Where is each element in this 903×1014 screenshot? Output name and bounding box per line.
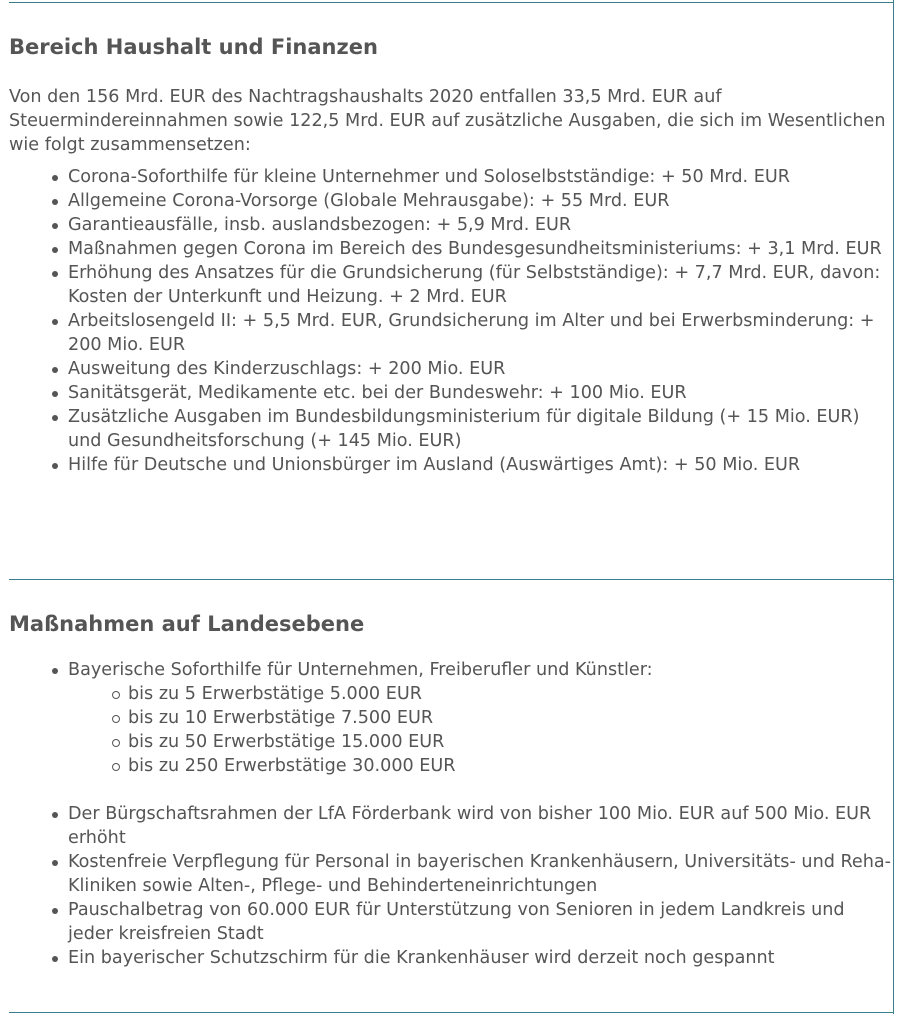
list-item: Pauschalbetrag von 60.000 EUR für Unterstützung von Senioren in jedem Landkreis und jeder kreisfreien Stadt: [68, 898, 895, 946]
sublist-item: bis zu 10 Erwerbstätige 7.500 EUR: [128, 706, 895, 730]
section-heading-landesebene: Maßnahmen auf Landesebene: [9, 612, 365, 636]
list-item: Garantieausfälle, insb. auslandsbezogen: + 5,9 Mrd. EUR: [68, 213, 895, 237]
list-item: Allgemeine Corona-Vorsorge (Globale Mehrausgabe): + 55 Mrd. EUR: [68, 189, 895, 213]
list-item: Zusätzliche Ausgaben im Bundesbildungsministerium für digitale Bildung (+ 15 Mio. EUR) und Gesundheitsforschung (+ 145 Mio. EUR): [68, 405, 895, 453]
section-landesebene: [9, 611, 895, 970]
list-item: Sanitätsgerät, Medikamente etc. bei der Bundeswehr: + 100 Mio. EUR: [68, 381, 895, 405]
soforthilfe-label: Bayerische Soforthilfe für Unternehmen, Freiberufler und Künstler:: [68, 660, 653, 680]
section-divider: [9, 579, 893, 580]
section-haushalt-finanzen: [9, 34, 895, 477]
top-divider: [9, 2, 893, 3]
section-intro: Von den 156 Mrd. EUR des Nachtragshaushalts 2020 entfallen 33,5 Mrd. EUR auf Steuermindereinnahmen sowie 122,5 Mrd. EUR auf zusätzliche Ausgaben, die sich im Wesentlichen wie folgt zusammensetzen:: [9, 87, 886, 155]
list-item: Arbeitslosengeld II: + 5,5 Mrd. EUR, Grundsicherung im Alter und bei Erwerbsminderung: + 200 Mio. EUR: [68, 309, 895, 357]
sublist-item: bis zu 250 Erwerbstätige 30.000 EUR: [128, 754, 895, 778]
sublist-item: bis zu 50 Erwerbstätige 15.000 EUR: [128, 730, 895, 754]
list-item: Ausweitung des Kinderzuschlags: + 200 Mio. EUR: [68, 357, 895, 381]
state-measures-list: [9, 658, 895, 970]
soforthilfe-sublist: [68, 682, 895, 778]
list-item: Ein bayerischer Schutzschirm für die Krankenhäuser wird derzeit noch gespannt: [68, 946, 895, 970]
list-item: Der Bürgschaftsrahmen der LfA Förderbank wird von bisher 100 Mio. EUR auf 500 Mio. EUR erhöht: [68, 802, 895, 850]
list-item: Maßnahmen gegen Corona im Bereich des Bundesgesundheitsministeriums: + 3,1 Mrd. EUR: [68, 237, 895, 261]
bottom-divider: [9, 1012, 893, 1013]
section-heading-haushalt: Bereich Haushalt und Finanzen: [9, 35, 378, 59]
sublist-item: bis zu 5 Erwerbstätige 5.000 EUR: [128, 682, 895, 706]
list-item: Erhöhung des Ansatzes für die Grundsicherung (für Selbstständige): + 7,7 Mrd. EUR, davon: Kosten der Unterkunft und Heizung. + 2 Mrd. EUR: [68, 261, 895, 309]
list-item-soforthilfe: [68, 658, 895, 778]
list-item: Kostenfreie Verpflegung für Personal in bayerischen Krankenhäusern, Universitäts- und Reha-Kliniken sowie Alten-, Pflege- und Behinderteneinrichtungen: [68, 850, 895, 898]
budget-items-list: [9, 165, 895, 477]
list-item: Corona-Soforthilfe für kleine Unternehmer und Soloselbstständige: + 50 Mrd. EUR: [68, 165, 895, 189]
list-item: Hilfe für Deutsche und Unionsbürger im Ausland (Auswärtiges Amt): + 50 Mio. EUR: [68, 453, 895, 477]
